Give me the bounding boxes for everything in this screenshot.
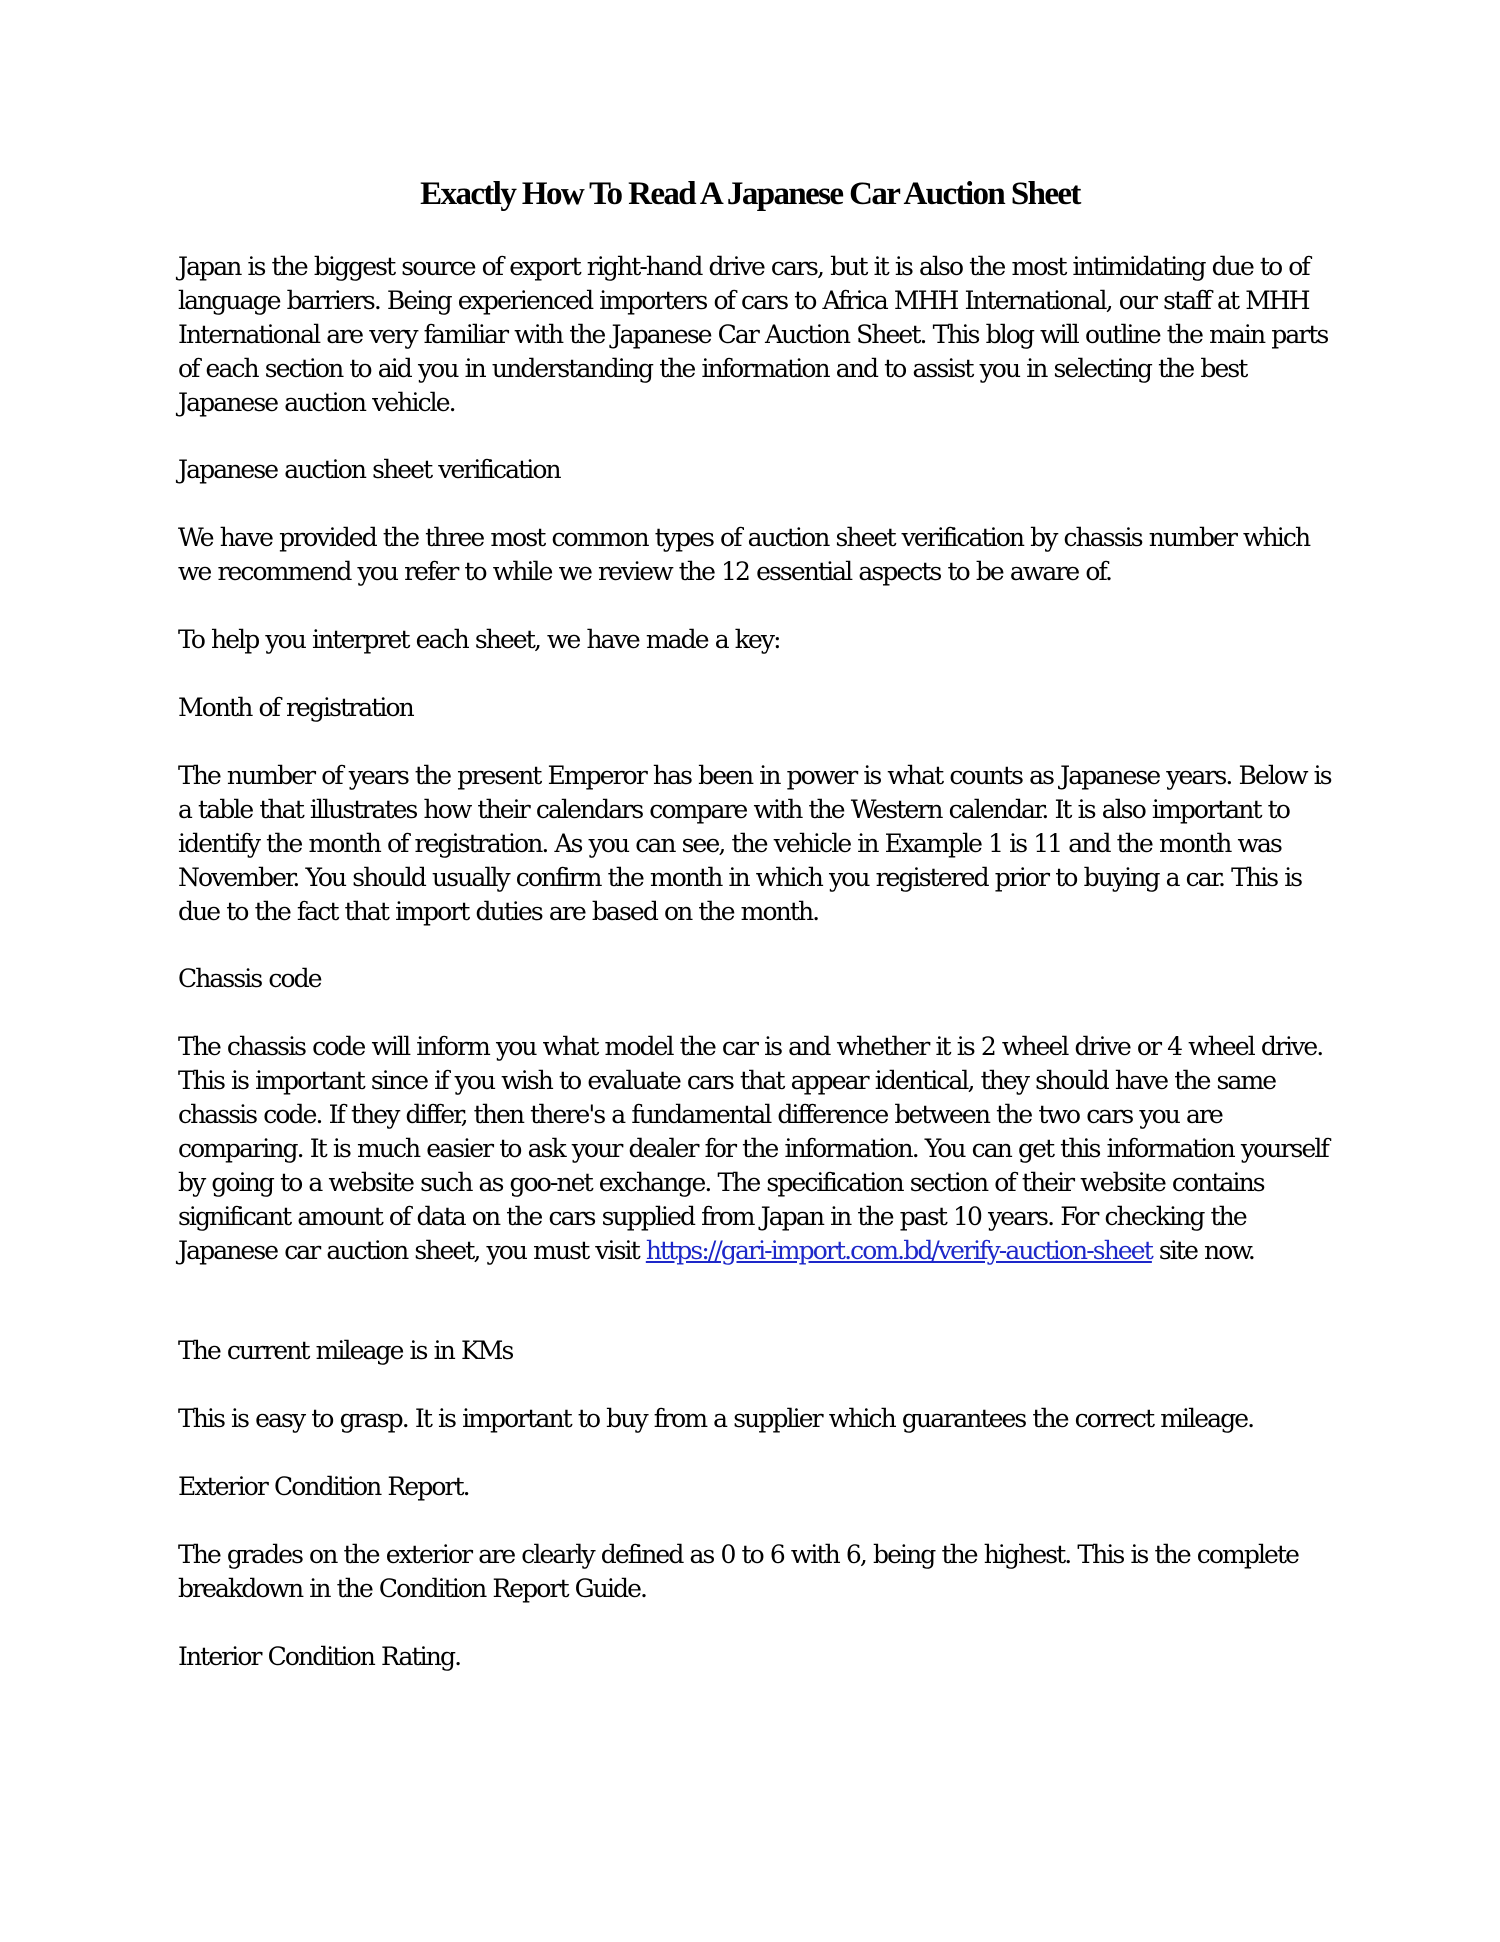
interior-heading: Interior Condition Rating. <box>178 1642 461 1671</box>
registration-paragraph: The number of years the present Emperor has been in power is what counts as Japanese years. Below is a table that illustrates how their calendars compare with the Western calendar. It is also important to identify the month of registration. As you can see, the vehicle in Example 1 is 11 and the month was November. You should usually confirm the month in which you registered prior to buying a car. This is due to the fact that import duties are based on the month. <box>178 761 1331 926</box>
chassis-paragraph <box>178 1030 1348 1268</box>
chassis-paragraph-text: The chassis code will inform you what model the car is and whether it is 2 wheel drive or 4 wheel drive. This is important since if you wish to evaluate cars that appear identical, they should have the same chassis code. If they differ, then there's a fundamental difference between the two cars you are comparing. It is much easier to ask your dealer for the information. You can get this information yourself by going to a website such as goo-net exchange. The specification section of their website contains significant amount of data on the cars supplied from Japan in the past 10 years. For checking the Japanese car auction sheet, you must visit <box>178 1032 1328 1265</box>
key-paragraph: To help you interpret each sheet, we have made a key: <box>178 625 780 654</box>
verification-paragraph: We have provided the three most common types of auction sheet verification by chassis number which we recommend you refer to while we review the 12 essential aspects to be aware of. <box>178 523 1310 586</box>
mileage-paragraph: This is easy to grasp. It is important to buy from a supplier which guarantees the correct mileage. <box>178 1404 1254 1433</box>
verify-auction-sheet-link[interactable]: https://gari-import.com.bd/verify-auction-sheet <box>645 1236 1152 1265</box>
chassis-paragraph-suffix: site now. <box>1158 1236 1254 1265</box>
page-title: Exactly How To Read A Japanese Car Auction Sheet <box>420 176 1080 212</box>
intro-paragraph: Japan is the biggest source of export right-hand drive cars, but it is also the most intimidating due to of language barriers. Being experienced importers of cars to Africa MHH International, our staff at MHH International are very familiar with the Japanese Car Auction Sheet. This blog will outline the main parts of each section to aid you in understanding the information and to assist you in selecting the best Japanese auction vehicle. <box>178 252 1328 417</box>
exterior-heading: Exterior Condition Report. <box>178 1472 469 1501</box>
verification-heading: Japanese auction sheet verification <box>178 455 560 484</box>
registration-heading: Month of registration <box>178 693 413 722</box>
mileage-heading: The current mileage is in KMs <box>178 1336 513 1365</box>
chassis-heading: Chassis code <box>178 964 321 993</box>
exterior-paragraph: The grades on the exterior are clearly defined as 0 to 6 with 6, being the highest. This is the complete breakdown in the Condition Report Guide. <box>178 1540 1298 1603</box>
